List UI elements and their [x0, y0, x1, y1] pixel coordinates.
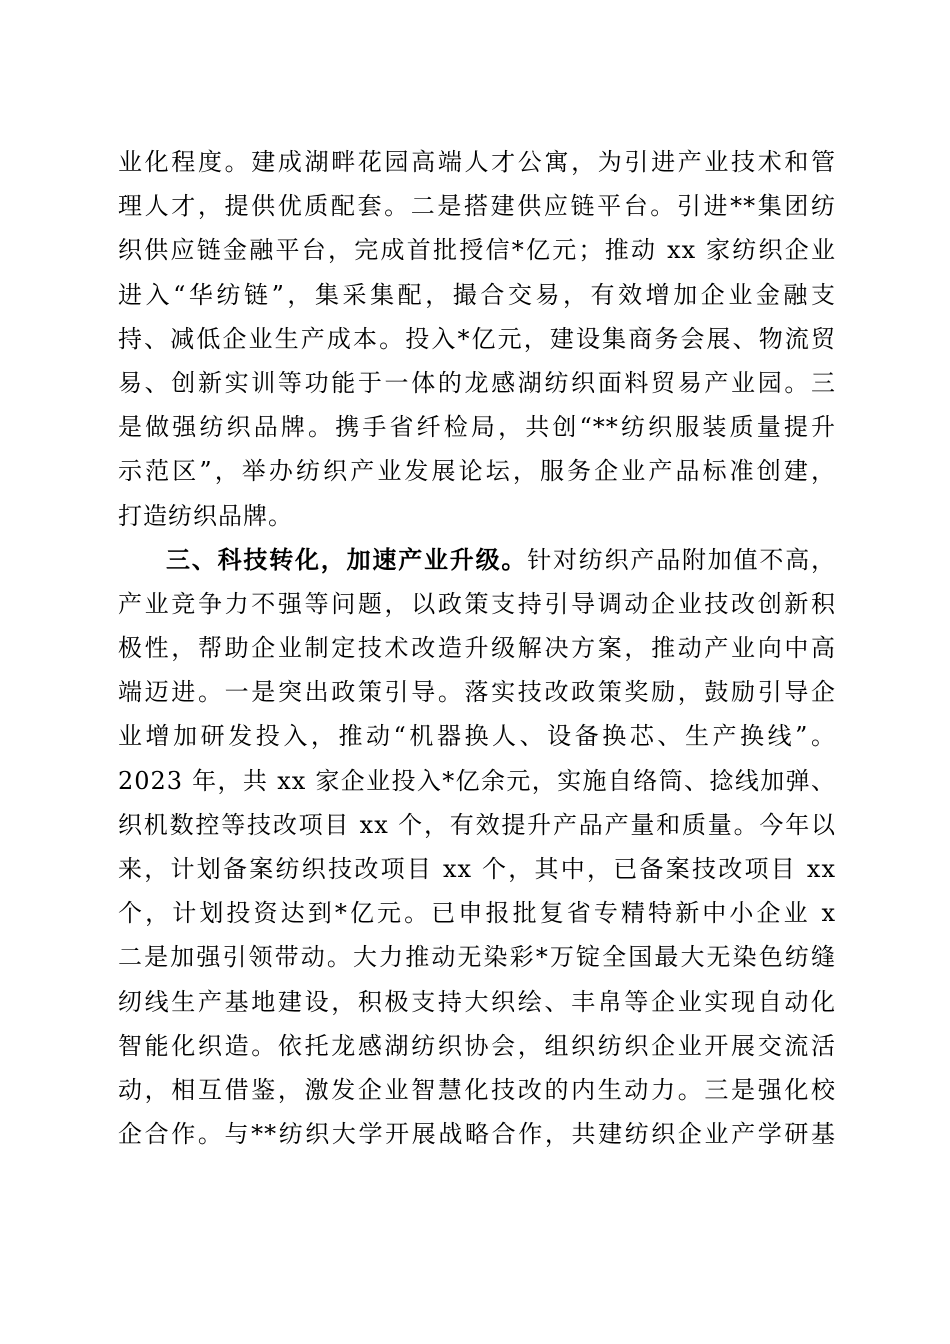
text-line: 来，计划备案纺织技改项目 xx 个，其中，已备案技改项目 xx — [118, 855, 836, 883]
document-body — [118, 140, 836, 1156]
text-line: 业增加研发投入，推动“机器换人、设备换芯、生产换线”。 — [118, 722, 836, 751]
text-line: 业化程度。建成湖畔花园高端人才公寓，为引进产业技术和管 — [118, 148, 836, 176]
text-line: 产业竞争力不强等问题，以政策支持引导调动企业技改创新积 — [118, 589, 836, 618]
text-line: 智能化织造。依托龙感湖纺织协会，组织纺织企业开展交流活 — [118, 1031, 836, 1060]
text-line: 纫线生产基地建设，积极支持大织绘、丰帛等企业实现自动化 — [118, 987, 836, 1016]
text-line: 织机数控等技改项目 xx 个，有效提升产品产量和质量。今年以 — [118, 810, 836, 839]
text-line: 是做强纺织品牌。携手省纤检局，共创“**纺织服装质量提升 — [118, 413, 836, 442]
text-line: 易、创新实训等功能于一体的龙感湖纺织面料贸易产业园。三 — [118, 368, 836, 397]
text-line: 理人才，提供优质配套。二是搭建供应链平台。引进**集团纺 — [118, 192, 836, 221]
text-line: 织供应链金融平台，完成首批授信*亿元；推动 xx 家纺织企业 — [118, 236, 836, 265]
first-line-text: 针对纺织产品附加值不高， — [527, 545, 836, 574]
paragraph-1 — [118, 140, 836, 538]
text-line: 打造纺织品牌。 — [118, 501, 293, 530]
text-line: 端迈进。一是突出政策引导。落实技改政策奖励，鼓励引导企 — [118, 678, 836, 707]
text-line: 2023 年，共 xx 家企业投入*亿余元，实施自络筒、捻线加弹、 — [118, 766, 836, 795]
text-line: 示范区”，举办纺织产业发展论坛，服务企业产品标准创建， — [118, 457, 836, 486]
text-line: 个，计划投资达到*亿元。已申报批复省专精特新中小企业 x — [118, 899, 836, 928]
text-line: 动，相互借鉴，激发企业智慧化技改的内生动力。三是强化校 — [118, 1075, 836, 1104]
paragraph-2 — [118, 538, 836, 1157]
text-line: 持、减低企业生产成本。投入*亿元，建设集商务会展、物流贸 — [118, 324, 836, 353]
text-line: 二是加强引领带动。大力推动无染彩*万锭全国最大无染色纺缝 — [118, 943, 836, 972]
text-line: 进入“华纺链”，集采集配，撮合交易，有效增加企业金融支 — [118, 280, 836, 309]
text-line: 极性，帮助企业制定技术改造升级解决方案，推动产业向中高 — [118, 634, 836, 663]
paragraph-2-first-line — [118, 538, 836, 582]
section-heading: 三、科技转化，加速产业升级。 — [166, 544, 528, 574]
text-line: 企合作。与**纺织大学开展战略合作，共建纺织企业产学研基 — [118, 1120, 836, 1149]
